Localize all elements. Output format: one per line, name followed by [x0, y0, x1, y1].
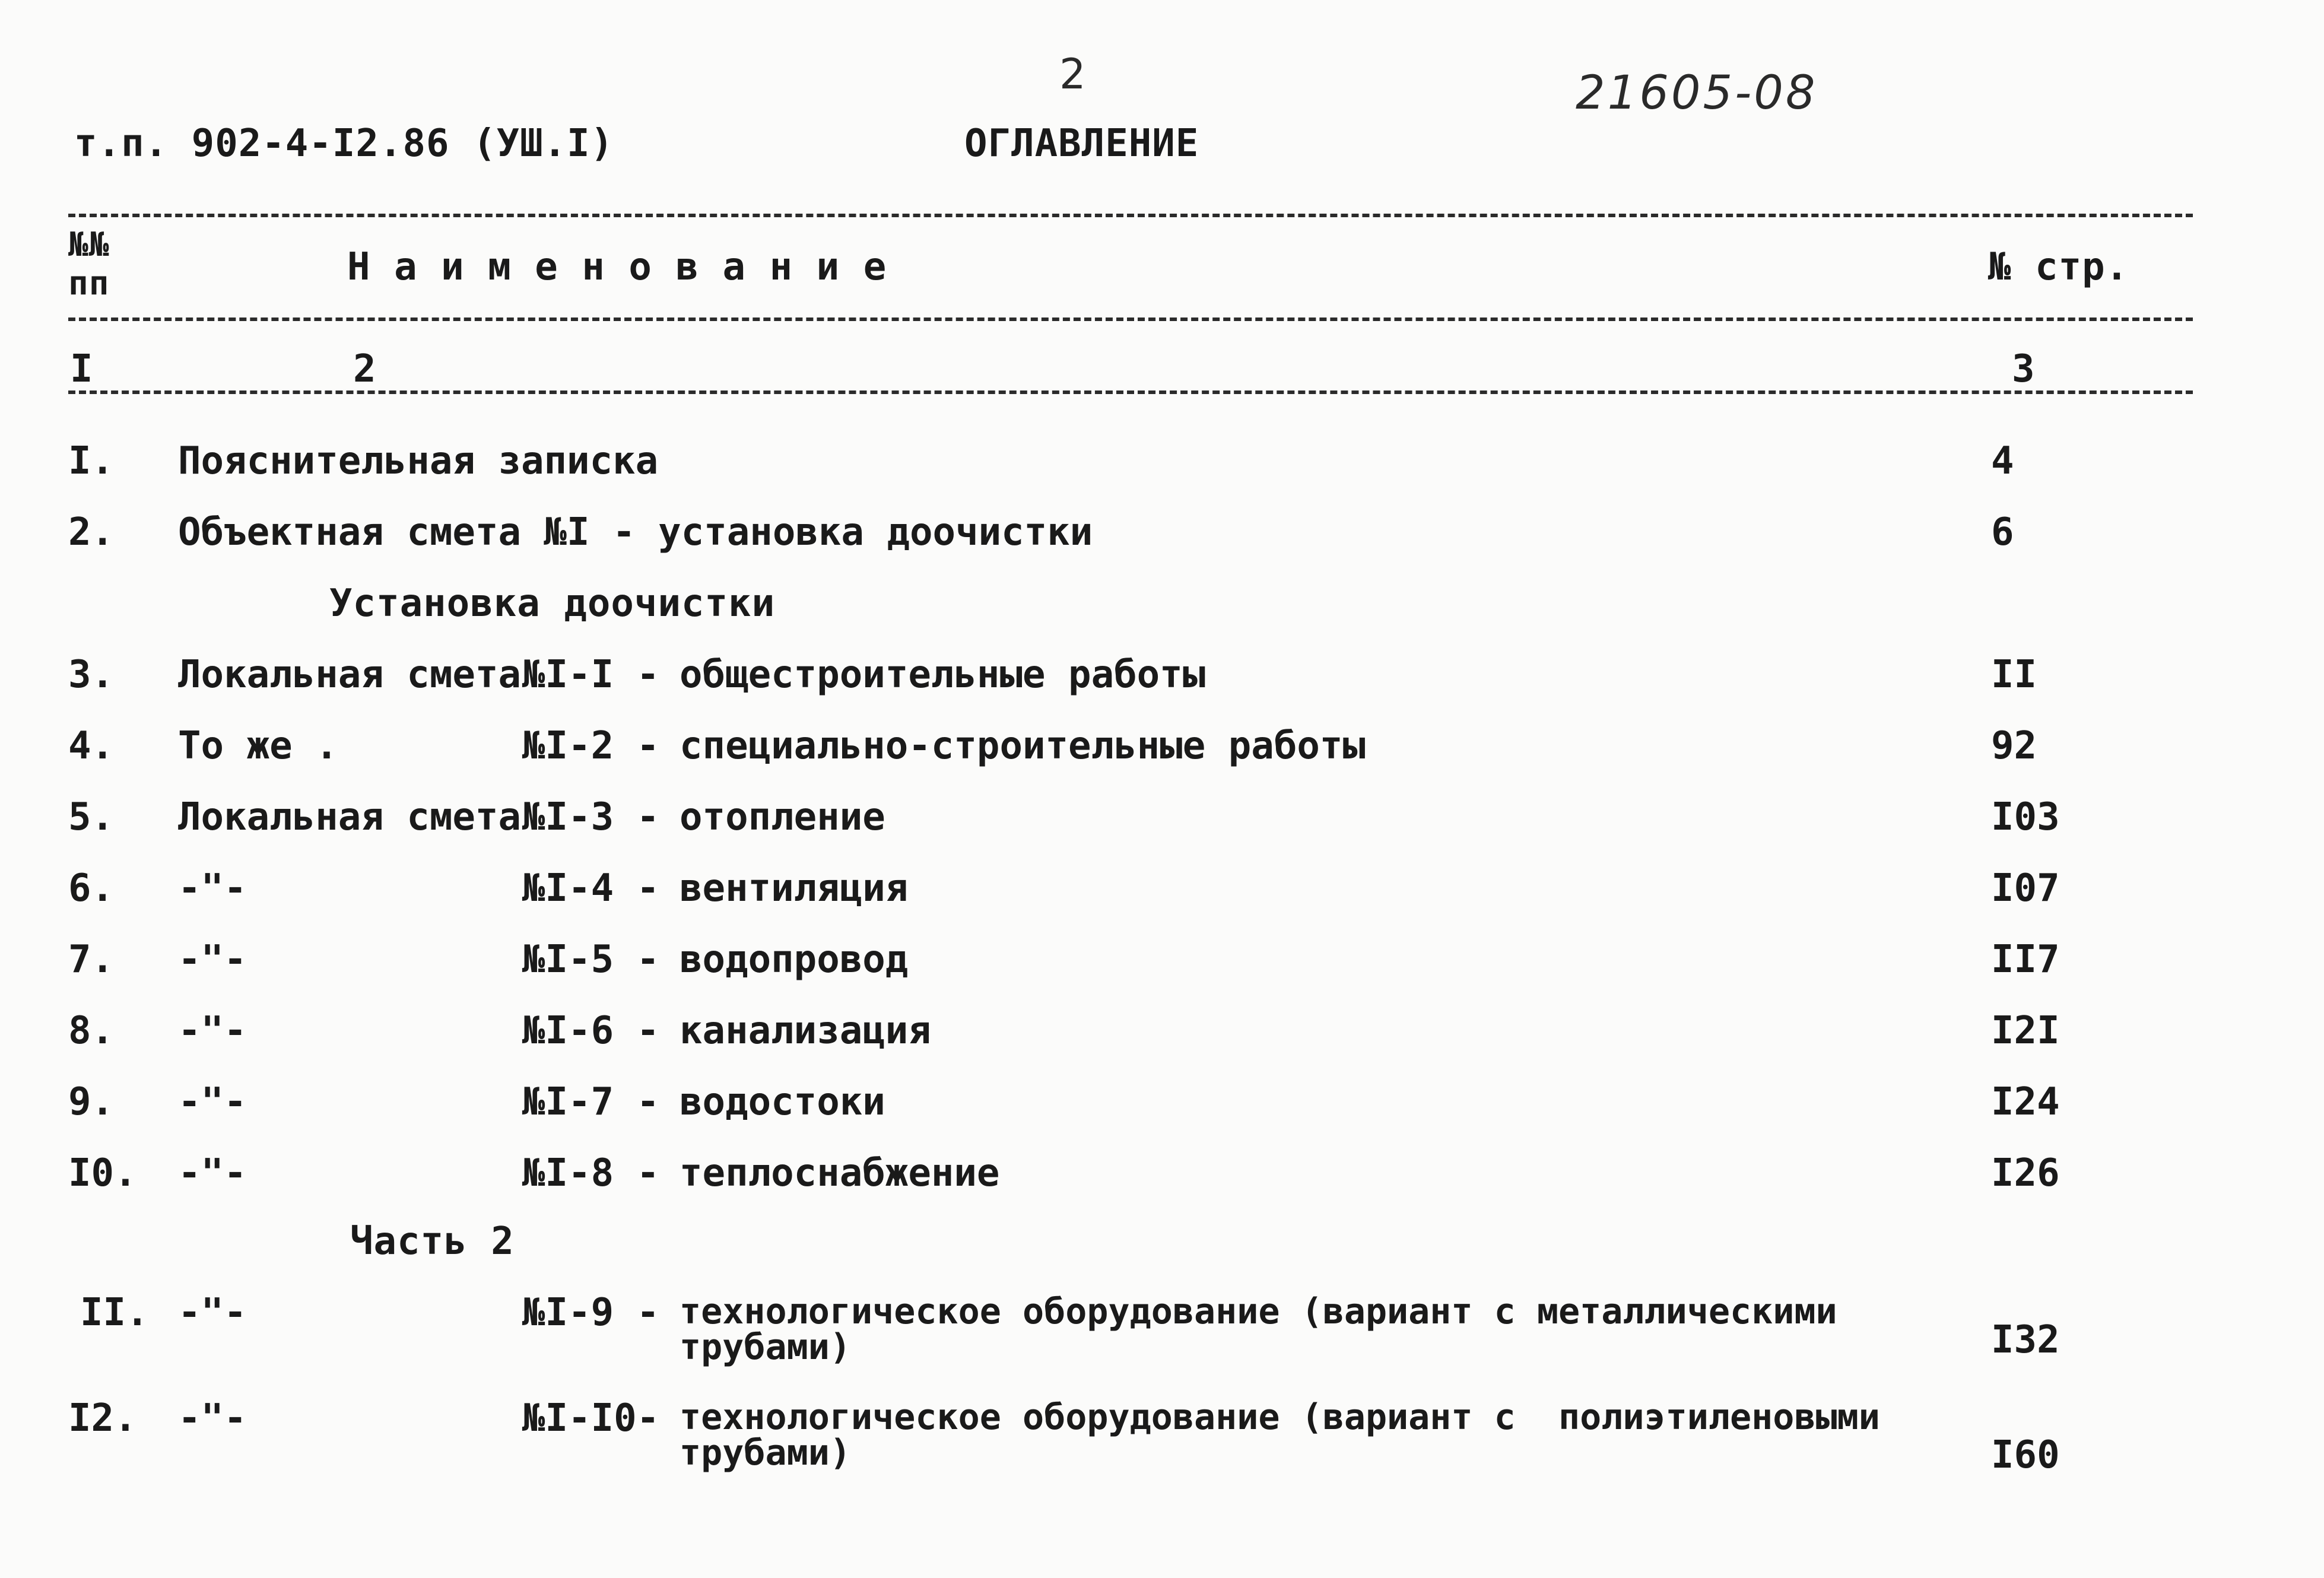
- entry-page: 4: [1991, 439, 2014, 483]
- toc-entry: [0, 795, 2324, 846]
- col-number-1: I: [70, 347, 94, 391]
- entry-title: -"-: [178, 938, 247, 982]
- entry-page: I2I: [1991, 1009, 2060, 1053]
- subheading-part-2: Часть 2: [350, 1220, 515, 1263]
- header-top-rule: [68, 214, 2193, 217]
- entry-reference: №I-5 -: [522, 938, 660, 982]
- entry-page: II: [1991, 653, 2037, 697]
- entry-title: -"-: [178, 1080, 247, 1124]
- entry-page: I32: [1991, 1318, 2060, 1362]
- entry-title: -"-: [178, 866, 247, 910]
- toc-entry: [0, 1291, 2324, 1371]
- entry-description: технологическое оборудование (вариант с полиэтиленовыми: [680, 1396, 1880, 1438]
- entry-page: I26: [1991, 1151, 2060, 1195]
- toc-entry: [0, 653, 2324, 703]
- entry-description: технологическое оборудование (вариант с металлическими: [680, 1291, 1837, 1332]
- page-number: 2: [1059, 50, 1088, 99]
- entry-title: Пояснительная записка: [178, 439, 659, 483]
- col3-header: № стр.: [1988, 245, 2129, 289]
- entry-description: теплоснабжение: [680, 1151, 1000, 1195]
- entry-description-continued: трубами): [680, 1432, 851, 1474]
- entry-reference: №I-7 -: [522, 1080, 660, 1124]
- entry-number: 8.: [68, 1009, 115, 1053]
- entry-number: 4.: [68, 724, 115, 768]
- col-number-2: 2: [353, 347, 377, 391]
- entry-title: То же .: [178, 724, 338, 768]
- entry-description-continued: трубами): [680, 1326, 851, 1368]
- col2-header: Н а и м е н о в а н и е: [347, 245, 887, 289]
- entry-number: 7.: [68, 938, 115, 982]
- handwritten-code: 21605-08: [1576, 66, 1818, 120]
- toc-entry: [0, 1080, 2324, 1131]
- entry-reference: №I-2 -: [522, 724, 660, 768]
- entry-number: 3.: [68, 653, 115, 697]
- entry-title: Объектная смета №I - установка доочистки: [178, 510, 1093, 554]
- entry-number: 5.: [68, 795, 115, 839]
- entry-title: -"-: [178, 1151, 247, 1195]
- entry-reference: №I-4 -: [522, 866, 660, 910]
- entry-reference: №I-6 -: [522, 1009, 660, 1053]
- entry-page: 6: [1991, 510, 2014, 554]
- entry-description: общестроительные работы: [680, 653, 1206, 697]
- entry-number: 9.: [68, 1080, 115, 1124]
- subheading-installation: Установка доочистки: [329, 582, 776, 626]
- entry-title: Локальная смета: [178, 653, 521, 697]
- entry-description: водопровод: [680, 938, 909, 982]
- project-code: т.п. 902-4-I2.86 (УШ.I): [74, 122, 614, 166]
- toc-entry: [0, 866, 2324, 917]
- entry-reference: №I-9 -: [522, 1291, 660, 1335]
- header-mid-rule: [68, 317, 2193, 321]
- entry-number: 2.: [68, 510, 115, 554]
- toc-entry: [0, 938, 2324, 988]
- col1-header-line2: пп: [68, 264, 110, 303]
- toc-entry: [0, 1009, 2324, 1059]
- entry-number: I0.: [68, 1151, 137, 1195]
- entry-number: I2.: [68, 1396, 137, 1440]
- entry-number: II.: [80, 1291, 149, 1335]
- entry-reference: №I-I -: [522, 653, 660, 697]
- entry-page: II7: [1991, 938, 2060, 982]
- entry-title: -"-: [178, 1291, 247, 1335]
- entry-number: I.: [68, 439, 115, 483]
- entry-description: водостоки: [680, 1080, 885, 1124]
- entry-description: отопление: [680, 795, 885, 839]
- entry-reference: №I-3 -: [522, 795, 660, 839]
- toc-entry: [0, 1151, 2324, 1202]
- entry-page: 92: [1991, 724, 2037, 768]
- entry-number: 6.: [68, 866, 115, 910]
- toc-entry: [0, 510, 2324, 561]
- toc-entry: [0, 439, 2324, 490]
- entry-title: Локальная смета: [178, 795, 521, 839]
- entry-page: I07: [1991, 866, 2060, 910]
- entry-description: вентиляция: [680, 866, 909, 910]
- entry-page: I60: [1991, 1433, 2060, 1477]
- entry-title: -"-: [178, 1009, 247, 1053]
- entry-reference: №I-8 -: [522, 1151, 660, 1195]
- document-title: ОГЛАВЛЕНИЕ: [964, 122, 1199, 166]
- col1-header-line1: №№: [68, 226, 110, 264]
- col-number-3: 3: [2012, 347, 2036, 391]
- entry-reference: №I-I0-: [522, 1396, 660, 1440]
- entry-description: специально-строительные работы: [680, 724, 1366, 768]
- entry-title: -"-: [178, 1396, 247, 1440]
- toc-entry: [0, 1396, 2324, 1477]
- entry-page: I03: [1991, 795, 2060, 839]
- entry-page: I24: [1991, 1080, 2060, 1124]
- toc-entry: [0, 724, 2324, 774]
- header-bottom-rule: [68, 390, 2193, 394]
- entry-description: канализация: [680, 1009, 931, 1053]
